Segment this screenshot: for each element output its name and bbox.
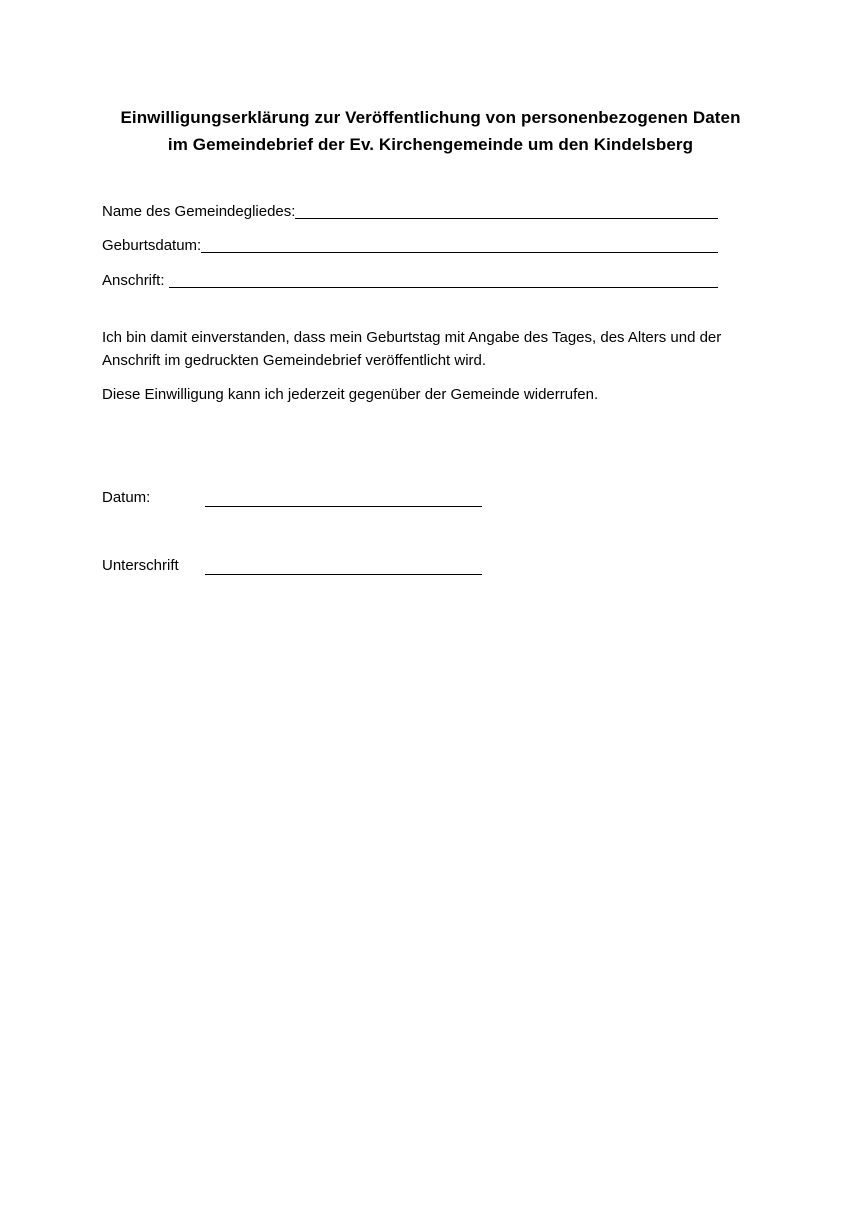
title-line-2: im Gemeindebrief der Ev. Kirchengemeinde um den Kindelsberg: [167, 135, 694, 154]
address-field-line[interactable]: [169, 271, 718, 288]
name-field-line[interactable]: [295, 202, 718, 219]
signature-label: Unterschrift: [102, 557, 179, 574]
revocation-paragraph: Diese Einwilligung kann ich jederzeit gegenüber der Gemeinde widerrufen.: [102, 386, 599, 403]
name-field-row: [102, 200, 718, 222]
document-title: [0, 104, 861, 158]
title-line-1: Einwilligungserklärung zur Veröffentlichung von personenbezogenen Daten: [120, 108, 741, 127]
birthdate-field-label: Geburtsdatum:: [102, 237, 202, 254]
date-row: [102, 487, 502, 509]
address-field-label: Anschrift:: [102, 272, 169, 289]
birthdate-field-line[interactable]: [201, 236, 718, 253]
name-field-label: Name des Gemeindegliedes:: [102, 203, 296, 220]
signature-line[interactable]: [205, 573, 482, 575]
date-line[interactable]: [205, 505, 482, 507]
birthdate-field-row: [102, 234, 718, 256]
date-label: Datum:: [102, 489, 151, 506]
address-field-row: [102, 269, 718, 291]
signature-row: [102, 555, 502, 577]
consent-paragraph: Ich bin damit einverstanden, dass mein Geburtstag mit Angabe des Tages, des Alters und der Anschrift im gedruckten Gemeindebrief veröffentlicht wird.: [102, 329, 722, 369]
